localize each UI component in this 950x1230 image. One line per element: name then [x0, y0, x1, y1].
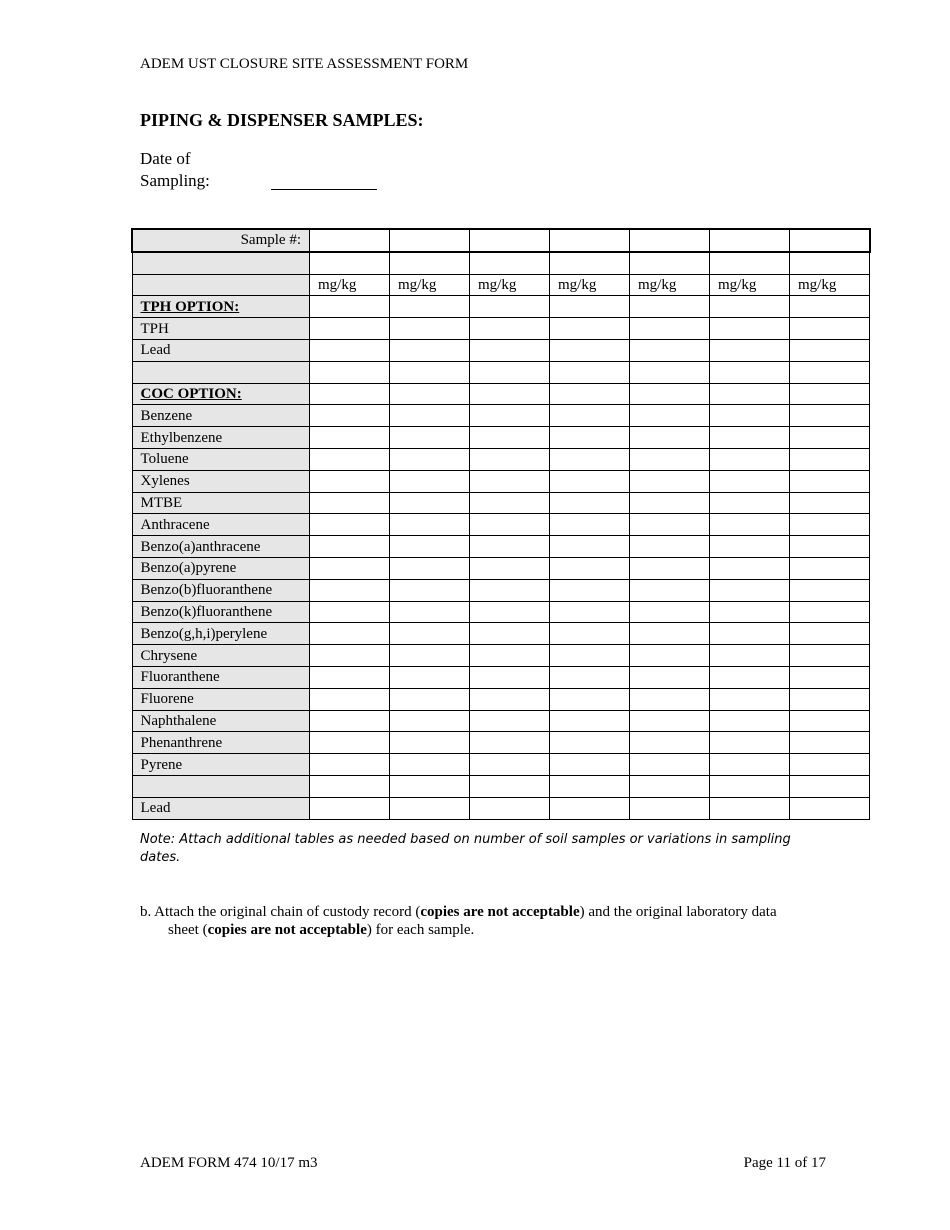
- sample-number-cell[interactable]: [390, 229, 470, 252]
- blank-cell[interactable]: [790, 383, 870, 405]
- attach-instruction: [140, 903, 820, 939]
- blank-cell[interactable]: [310, 296, 390, 318]
- result-cell[interactable]: [390, 557, 470, 579]
- date-label-line1: Date of: [140, 149, 191, 168]
- result-cell[interactable]: [390, 470, 470, 492]
- result-cell[interactable]: [310, 536, 390, 558]
- result-cell[interactable]: [790, 797, 870, 819]
- analyte-label: Phenanthrene: [132, 732, 310, 754]
- attach-bold1: copies are not acceptable: [420, 904, 580, 920]
- result-cell[interactable]: [390, 797, 470, 819]
- result-cell[interactable]: [710, 536, 790, 558]
- result-cell[interactable]: [310, 601, 390, 623]
- blank-cell[interactable]: [470, 383, 550, 405]
- unit-cell: mg/kg: [470, 274, 550, 296]
- blank-cell[interactable]: [310, 383, 390, 405]
- result-cell[interactable]: [630, 492, 710, 514]
- result-cell[interactable]: [390, 427, 470, 449]
- unit-cell: mg/kg: [310, 274, 390, 296]
- result-cell[interactable]: [550, 557, 630, 579]
- result-cell[interactable]: [470, 623, 550, 645]
- result-cell[interactable]: [710, 448, 790, 470]
- result-cell[interactable]: [470, 339, 550, 361]
- sample-number-cell[interactable]: [630, 229, 710, 252]
- result-cell[interactable]: [390, 405, 470, 427]
- result-cell[interactable]: [550, 492, 630, 514]
- form-header: ADEM UST CLOSURE SITE ASSESSMENT FORM: [140, 56, 469, 72]
- result-cell[interactable]: [710, 339, 790, 361]
- analyte-label: Fluorene: [132, 688, 310, 710]
- date-label-line2: Sampling:: [140, 171, 210, 190]
- result-cell[interactable]: [790, 623, 870, 645]
- sample-number-cell[interactable]: [550, 229, 630, 252]
- result-cell[interactable]: [470, 732, 550, 754]
- result-cell[interactable]: [790, 666, 870, 688]
- result-cell[interactable]: [790, 339, 870, 361]
- blank-cell[interactable]: [790, 252, 870, 274]
- coc-option-row: [132, 383, 870, 405]
- result-cell[interactable]: [310, 754, 390, 776]
- result-cell[interactable]: [630, 514, 710, 536]
- analyte-label: Lead: [132, 339, 310, 361]
- result-cell[interactable]: [630, 318, 710, 340]
- result-cell[interactable]: [310, 557, 390, 579]
- result-cell[interactable]: [470, 492, 550, 514]
- result-cell[interactable]: [630, 666, 710, 688]
- result-cell[interactable]: [390, 688, 470, 710]
- sample-number-row: [132, 229, 870, 252]
- analyte-label: Benzo(a)anthracene: [132, 536, 310, 558]
- analyte-label: TPH: [132, 318, 310, 340]
- result-cell[interactable]: [710, 557, 790, 579]
- blank-cell[interactable]: [710, 252, 790, 274]
- result-cell[interactable]: [390, 754, 470, 776]
- result-cell[interactable]: [550, 405, 630, 427]
- blank-cell[interactable]: [630, 383, 710, 405]
- result-cell[interactable]: [310, 579, 390, 601]
- result-cell[interactable]: [390, 318, 470, 340]
- result-cell[interactable]: [550, 579, 630, 601]
- blank-cell[interactable]: [310, 775, 390, 797]
- sample-number-label: Sample #:: [132, 229, 310, 252]
- table-row: [132, 557, 870, 579]
- result-cell[interactable]: [390, 579, 470, 601]
- blank-cell[interactable]: [310, 361, 390, 383]
- analyte-label: Benzo(g,h,i)perylene: [132, 623, 310, 645]
- result-cell[interactable]: [390, 732, 470, 754]
- analyte-label: Benzo(a)pyrene: [132, 557, 310, 579]
- result-cell[interactable]: [310, 623, 390, 645]
- result-cell[interactable]: [390, 666, 470, 688]
- result-cell[interactable]: [310, 797, 390, 819]
- result-cell[interactable]: [390, 645, 470, 667]
- result-cell[interactable]: [630, 579, 710, 601]
- table-row: [132, 318, 870, 340]
- result-cell[interactable]: [710, 318, 790, 340]
- sample-number-cell[interactable]: [790, 229, 870, 252]
- table-row: [132, 427, 870, 449]
- analyte-label: Pyrene: [132, 754, 310, 776]
- result-cell[interactable]: [710, 666, 790, 688]
- date-of-sampling-label: [140, 148, 210, 192]
- result-cell[interactable]: [390, 623, 470, 645]
- blank-cell[interactable]: [790, 296, 870, 318]
- blank-cell[interactable]: [390, 252, 470, 274]
- result-cell[interactable]: [790, 710, 870, 732]
- result-cell[interactable]: [550, 754, 630, 776]
- result-cell[interactable]: [550, 688, 630, 710]
- result-cell[interactable]: [390, 536, 470, 558]
- result-cell[interactable]: [710, 688, 790, 710]
- table-row: [132, 492, 870, 514]
- result-cell[interactable]: [790, 645, 870, 667]
- result-cell[interactable]: [390, 514, 470, 536]
- result-cell[interactable]: [710, 754, 790, 776]
- result-cell[interactable]: [710, 645, 790, 667]
- attach-bold2: copies are not acceptable: [207, 922, 367, 938]
- table-row: [132, 339, 870, 361]
- result-cell[interactable]: [710, 514, 790, 536]
- analyte-label: Lead: [132, 797, 310, 819]
- analyte-label: Fluoranthene: [132, 666, 310, 688]
- result-cell[interactable]: [470, 666, 550, 688]
- result-cell[interactable]: [630, 601, 710, 623]
- sample-number-cell[interactable]: [710, 229, 790, 252]
- blank-cell[interactable]: [470, 296, 550, 318]
- table-row: [132, 601, 870, 623]
- result-cell[interactable]: [470, 688, 550, 710]
- result-cell[interactable]: [310, 710, 390, 732]
- blank-cell[interactable]: [710, 361, 790, 383]
- table-row: [132, 732, 870, 754]
- result-cell[interactable]: [550, 470, 630, 492]
- result-cell[interactable]: [550, 318, 630, 340]
- blank-cell[interactable]: [710, 296, 790, 318]
- analyte-label: Chrysene: [132, 645, 310, 667]
- blank-cell[interactable]: [550, 775, 630, 797]
- option-heading: COC OPTION:: [140, 385, 242, 402]
- table-row: [132, 688, 870, 710]
- date-of-sampling-field[interactable]: [271, 189, 377, 190]
- result-cell[interactable]: [310, 339, 390, 361]
- table-row: [132, 645, 870, 667]
- section-title: PIPING & DISPENSER SAMPLES:: [140, 110, 424, 130]
- result-cell[interactable]: [630, 470, 710, 492]
- result-cell[interactable]: [550, 645, 630, 667]
- blank-cell[interactable]: [790, 775, 870, 797]
- blank-cell[interactable]: [630, 361, 710, 383]
- result-cell[interactable]: [790, 470, 870, 492]
- result-cell[interactable]: [310, 688, 390, 710]
- blank-cell[interactable]: [390, 383, 470, 405]
- blank-cell[interactable]: [470, 252, 550, 274]
- blank-cell[interactable]: [470, 775, 550, 797]
- blank-cell[interactable]: [310, 252, 390, 274]
- footer-form-number: ADEM FORM 474 10/17 m3: [140, 1155, 318, 1171]
- result-cell[interactable]: [630, 645, 710, 667]
- result-cell[interactable]: [630, 754, 710, 776]
- result-cell[interactable]: [310, 405, 390, 427]
- blank-cell[interactable]: [710, 775, 790, 797]
- result-cell[interactable]: [310, 666, 390, 688]
- blank-cell[interactable]: [390, 775, 470, 797]
- unit-cell: mg/kg: [550, 274, 630, 296]
- result-cell[interactable]: [550, 601, 630, 623]
- result-cell[interactable]: [550, 514, 630, 536]
- analyte-label: Benzo(b)fluoranthene: [132, 579, 310, 601]
- result-cell[interactable]: [310, 732, 390, 754]
- result-cell[interactable]: [550, 732, 630, 754]
- units-label: [132, 274, 310, 296]
- result-cell[interactable]: [550, 448, 630, 470]
- result-cell[interactable]: [550, 536, 630, 558]
- table-row: [132, 536, 870, 558]
- result-cell[interactable]: [630, 732, 710, 754]
- analyte-label: Benzo(k)fluoranthene: [132, 601, 310, 623]
- result-cell[interactable]: [790, 601, 870, 623]
- result-cell[interactable]: [790, 318, 870, 340]
- result-cell[interactable]: [630, 797, 710, 819]
- result-cell[interactable]: [790, 514, 870, 536]
- tph-option-label: [132, 296, 310, 318]
- footer-page-number: Page 11 of 17: [743, 1155, 826, 1171]
- attach-prefix: b. Attach the original chain of custody record (: [140, 904, 421, 920]
- option-heading: TPH OPTION:: [140, 298, 240, 315]
- unit-cell: mg/kg: [390, 274, 470, 296]
- attach-line2-prefix: sheet (: [168, 922, 208, 938]
- sample-number-cell[interactable]: [310, 229, 390, 252]
- result-cell[interactable]: [310, 645, 390, 667]
- blank-cell[interactable]: [470, 361, 550, 383]
- result-cell[interactable]: [790, 688, 870, 710]
- unit-cell: mg/kg: [790, 274, 870, 296]
- result-cell[interactable]: [790, 754, 870, 776]
- blank-cell[interactable]: [550, 296, 630, 318]
- samples-table: [131, 228, 871, 820]
- result-cell[interactable]: [470, 797, 550, 819]
- blank-cell[interactable]: [550, 252, 630, 274]
- result-cell[interactable]: [630, 339, 710, 361]
- result-cell[interactable]: [630, 448, 710, 470]
- analyte-label: Benzene: [132, 405, 310, 427]
- coc-option-label: [132, 383, 310, 405]
- result-cell[interactable]: [710, 427, 790, 449]
- attach-line2: [140, 921, 820, 939]
- result-cell[interactable]: [630, 536, 710, 558]
- unit-cell: mg/kg: [630, 274, 710, 296]
- result-cell[interactable]: [550, 623, 630, 645]
- result-cell[interactable]: [470, 579, 550, 601]
- result-cell[interactable]: [390, 448, 470, 470]
- analyte-label: Xylenes: [132, 470, 310, 492]
- blank-cell[interactable]: [790, 361, 870, 383]
- blank-cell[interactable]: [550, 361, 630, 383]
- blank-cell[interactable]: [550, 383, 630, 405]
- result-cell[interactable]: [630, 557, 710, 579]
- sample-number-cell[interactable]: [470, 229, 550, 252]
- result-cell[interactable]: [710, 601, 790, 623]
- blank-label: [132, 775, 310, 797]
- result-cell[interactable]: [630, 688, 710, 710]
- blank-cell[interactable]: [390, 361, 470, 383]
- result-cell[interactable]: [710, 579, 790, 601]
- result-cell[interactable]: [390, 492, 470, 514]
- result-cell[interactable]: [310, 427, 390, 449]
- table-row: [132, 666, 870, 688]
- result-cell[interactable]: [390, 601, 470, 623]
- blank-row: [132, 775, 870, 797]
- result-cell[interactable]: [710, 405, 790, 427]
- table-row: [132, 470, 870, 492]
- result-cell[interactable]: [790, 448, 870, 470]
- result-cell[interactable]: [710, 623, 790, 645]
- note-text: Note: Attach additional tables as needed based on number of soil samples or variations in sampling dates.: [140, 832, 791, 865]
- result-cell[interactable]: [470, 405, 550, 427]
- analyte-label: Toluene: [132, 448, 310, 470]
- table-row: [132, 405, 870, 427]
- blank-cell[interactable]: [710, 383, 790, 405]
- blank-cell[interactable]: [630, 296, 710, 318]
- analyte-label: Ethylbenzene: [132, 427, 310, 449]
- result-cell[interactable]: [470, 645, 550, 667]
- result-cell[interactable]: [630, 623, 710, 645]
- blank-cell[interactable]: [630, 775, 710, 797]
- result-cell[interactable]: [470, 470, 550, 492]
- blank-row: [132, 252, 870, 274]
- result-cell[interactable]: [630, 405, 710, 427]
- result-cell[interactable]: [310, 318, 390, 340]
- result-cell[interactable]: [790, 536, 870, 558]
- table-row: [132, 514, 870, 536]
- result-cell[interactable]: [310, 470, 390, 492]
- result-cell[interactable]: [790, 557, 870, 579]
- result-cell[interactable]: [310, 448, 390, 470]
- table-row: [132, 797, 870, 819]
- result-cell[interactable]: [710, 470, 790, 492]
- result-cell[interactable]: [470, 557, 550, 579]
- result-cell[interactable]: [310, 492, 390, 514]
- blank-label: [132, 361, 310, 383]
- result-cell[interactable]: [790, 405, 870, 427]
- table-row: [132, 754, 870, 776]
- tph-option-row: [132, 296, 870, 318]
- result-cell[interactable]: [550, 427, 630, 449]
- result-cell[interactable]: [470, 536, 550, 558]
- result-cell[interactable]: [390, 710, 470, 732]
- attach-line1: [140, 903, 820, 921]
- unit-cell: mg/kg: [710, 274, 790, 296]
- result-cell[interactable]: [470, 754, 550, 776]
- result-cell[interactable]: [470, 448, 550, 470]
- result-cell[interactable]: [550, 797, 630, 819]
- blank-cell[interactable]: [390, 296, 470, 318]
- attach-middle: ) and the original laboratory data: [579, 904, 777, 920]
- result-cell[interactable]: [310, 514, 390, 536]
- result-cell[interactable]: [710, 710, 790, 732]
- analyte-label: Naphthalene: [132, 710, 310, 732]
- result-cell[interactable]: [790, 492, 870, 514]
- attach-suffix: ) for each sample.: [366, 922, 475, 938]
- units-row: [132, 274, 870, 296]
- result-cell[interactable]: [630, 427, 710, 449]
- result-cell[interactable]: [550, 666, 630, 688]
- table-row: [132, 448, 870, 470]
- result-cell[interactable]: [710, 732, 790, 754]
- result-cell[interactable]: [470, 427, 550, 449]
- blank-row: [132, 361, 870, 383]
- blank-cell[interactable]: [630, 252, 710, 274]
- result-cell[interactable]: [790, 427, 870, 449]
- result-cell[interactable]: [790, 579, 870, 601]
- table-row: [132, 710, 870, 732]
- result-cell[interactable]: [710, 797, 790, 819]
- result-cell[interactable]: [550, 339, 630, 361]
- analyte-label: Anthracene: [132, 514, 310, 536]
- result-cell[interactable]: [790, 732, 870, 754]
- result-cell[interactable]: [470, 710, 550, 732]
- result-cell[interactable]: [470, 601, 550, 623]
- result-cell[interactable]: [710, 492, 790, 514]
- result-cell[interactable]: [390, 339, 470, 361]
- blank-label: [132, 252, 310, 274]
- result-cell[interactable]: [470, 514, 550, 536]
- result-cell[interactable]: [630, 710, 710, 732]
- analyte-label: MTBE: [132, 492, 310, 514]
- table-row: [132, 623, 870, 645]
- table-row: [132, 579, 870, 601]
- result-cell[interactable]: [550, 710, 630, 732]
- result-cell[interactable]: [470, 318, 550, 340]
